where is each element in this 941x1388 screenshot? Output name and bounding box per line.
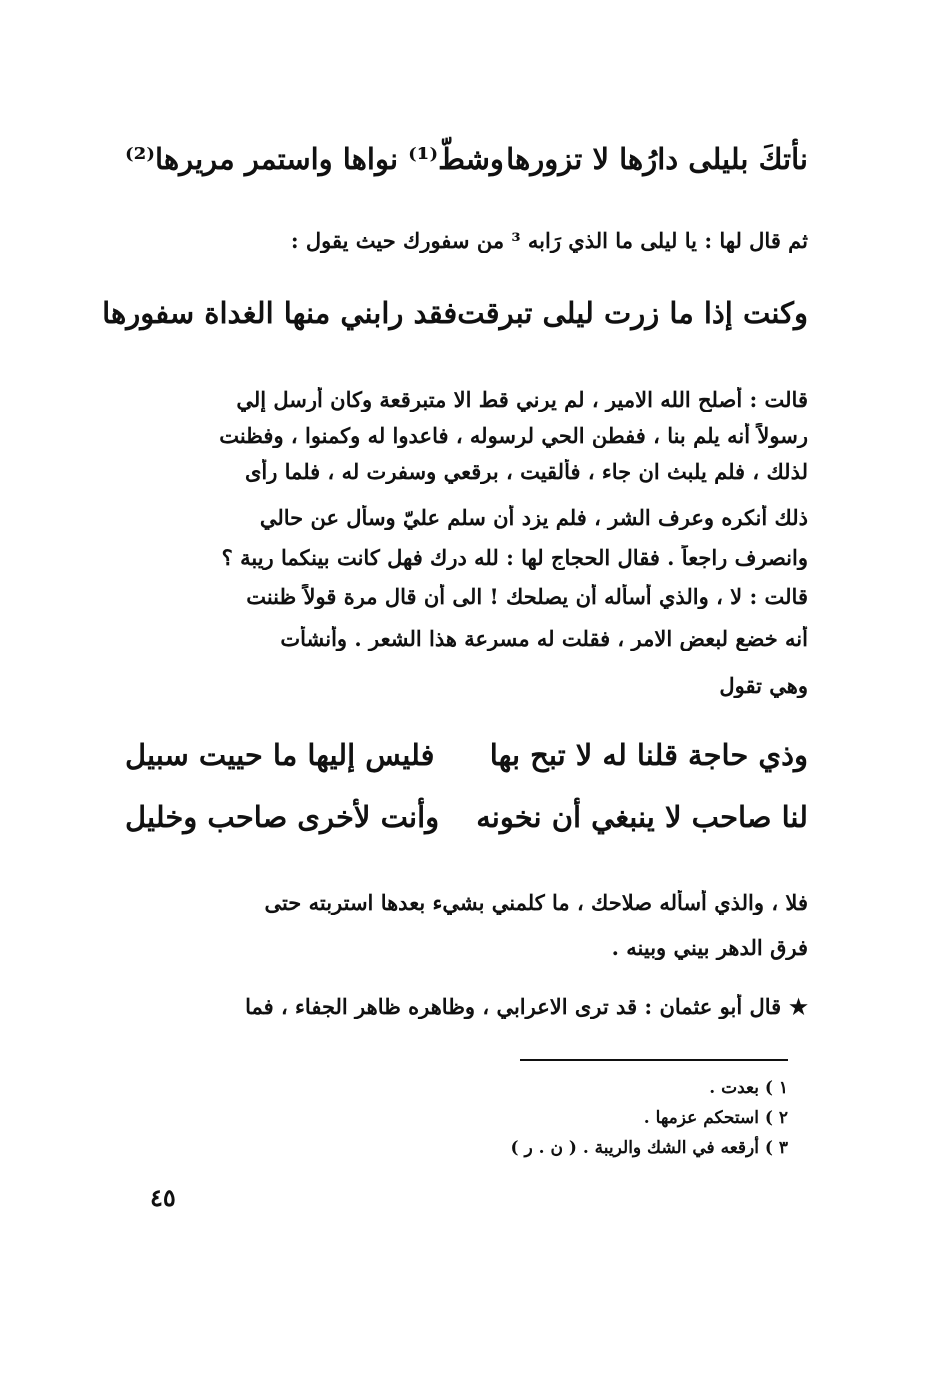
prose-line: أنه خضع لبعض الامر ، فقلت له مسرعة هذا الشعر . وأنشأت bbox=[280, 626, 808, 651]
verse-second-hemistich: فقد رابني منها الغداة سفورها bbox=[102, 296, 458, 330]
verse-second-hemistich: وشطّ⁽¹⁾ نواها واستمر مريرها⁽²⁾ bbox=[125, 142, 504, 176]
prose-line: وهي تقول bbox=[719, 673, 808, 698]
verse-first-hemistich: وكنت إذا ما زرت ليلى تبرقت bbox=[457, 296, 808, 330]
prose-line: فلا ، والذي أسأله صلاحك ، ما كلمني بشيء بعدها استربته حتى bbox=[264, 890, 808, 915]
verse-line bbox=[125, 738, 808, 772]
verse-first-hemistich: لنا صاحب لا ينبغي أن نخونه bbox=[476, 800, 808, 834]
verse-line bbox=[125, 800, 808, 834]
verse-first-hemistich: وذي حاجة قلنا له لا تبح بها bbox=[489, 738, 808, 772]
prose-text: قال أبو عثمان : قد ترى الاعرابي ، وظاهره ظاهر الجفاء ، فما bbox=[245, 994, 782, 1019]
prose-line-with-star bbox=[128, 994, 808, 1019]
page-number: ٤٥ bbox=[150, 1183, 176, 1212]
prose-line: قالت : أصلح الله الامير ، لم يرني قط الا متبرقعة وكان أرسل إلي bbox=[236, 387, 808, 412]
prose-line: ثم قال لها : يا ليلى ما الذي رَابه ³ من سفورك حيث يقول : bbox=[290, 228, 808, 253]
verse-second-hemistich: وأنت لأخرى صاحب وخليل bbox=[125, 800, 440, 834]
star-icon: ★ bbox=[789, 994, 808, 1019]
prose-line: فرق الدهر بيني وبينه . bbox=[611, 935, 808, 960]
verse-first-hemistich: نأتكَ بليلى دارُها لا تزورها bbox=[506, 142, 808, 176]
prose-line: وانصرف راجعاً . فقال الحجاج لها : لله درك فهل كانت بينكما ريبة ؟ bbox=[221, 545, 808, 570]
footnote-divider bbox=[520, 1059, 788, 1061]
footnote: ١ ) بعدت . bbox=[709, 1078, 788, 1098]
footnote: ٢ ) استحكم عزمها . bbox=[643, 1108, 788, 1128]
verse-line bbox=[102, 296, 808, 330]
prose-line: قالت : لا ، والذي أسأله أن يصلحك ! الى أن قال مرة قولاً ظننت bbox=[246, 584, 808, 609]
verse-line bbox=[125, 142, 808, 176]
prose-line: رسولاً أنه يلم بنا ، ففطن الحي لرسوله ، فاعدوا له وكمنوا ، وفظنت bbox=[219, 423, 808, 448]
prose-line: ذلك أنكره وعرف الشر ، فلم يزد أن سلم عليّ وسأل عن حالي bbox=[259, 505, 808, 530]
verse-second-hemistich: فليس إليها ما حييت سبيل bbox=[125, 738, 435, 772]
prose-line: لذلك ، فلم يلبث ان جاء ، فألقيت ، برقعي وسفرت له ، فلما رأى bbox=[244, 459, 808, 484]
footnote: ٣ ) أرقعه في الشك والريبة . ( ن . ر ) bbox=[510, 1138, 788, 1158]
